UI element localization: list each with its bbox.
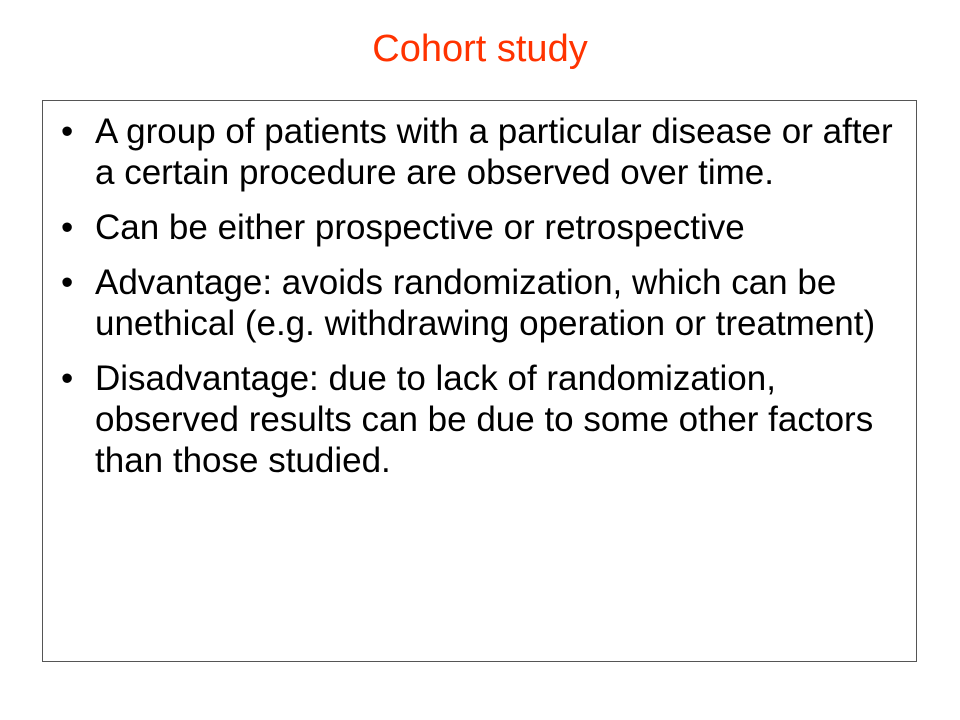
bullet-item [55,207,905,248]
content-box [42,100,917,662]
bullet-text: Disadvantage: due to lack of randomization, observed results can be due to some other factors than those studied. [95,359,874,480]
bullet-dot-icon: • [61,359,74,398]
bullet-dot-icon: • [61,112,74,151]
bullet-text: Advantage: avoids randomization, which can be unethical (e.g. withdrawing operation or treatment) [95,263,876,343]
bullet-item [55,111,905,193]
bullet-dot-icon: • [61,263,74,302]
bullet-item [55,262,905,344]
slide-title: Cohort study [372,28,588,70]
bullet-text: Can be either prospective or retrospective [95,208,745,247]
bullet-list [55,111,905,495]
bullet-dot-icon: • [61,208,74,247]
bullet-item [55,358,905,481]
bullet-text: A group of patients with a particular disease or after a certain procedure are observed over time. [95,112,893,192]
